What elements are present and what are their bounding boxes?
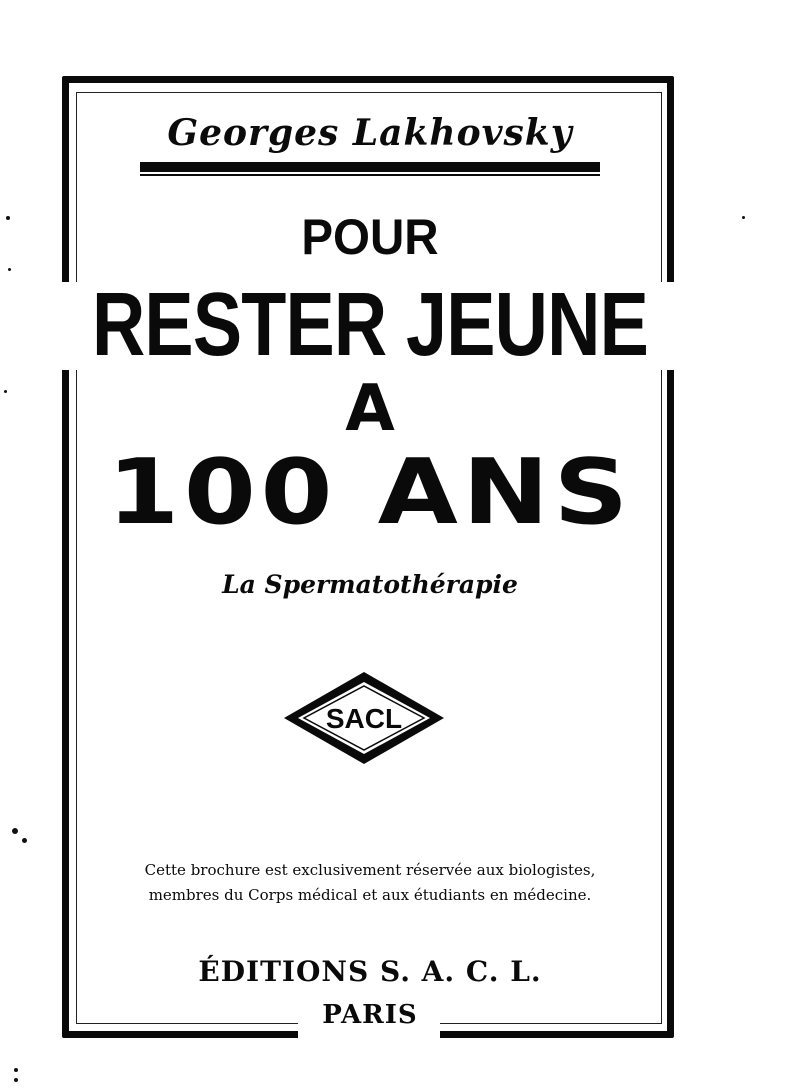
title-line-pour: POUR	[301, 209, 439, 265]
title-line-rester-jeune: RESTER JEUNE	[91, 275, 649, 375]
publisher-logo	[280, 668, 448, 768]
publisher-city: PARIS	[322, 1000, 418, 1030]
notice	[0, 858, 740, 908]
publisher-name: ÉDITIONS S. A. C. L.	[198, 955, 542, 988]
scan-speck	[14, 1068, 18, 1072]
notice-line-2: membres du Corps médical et aux étudiants en médecine.	[148, 886, 592, 904]
author-rule	[140, 162, 600, 172]
scan-speck	[742, 216, 745, 219]
scan-speck	[22, 838, 27, 843]
title-line-a: A	[345, 372, 395, 446]
scan-speck	[6, 216, 10, 220]
notice-line-1: Cette brochure est exclusivement réservée aux biologistes,	[144, 861, 596, 879]
author-name: Georges Lakhovsky	[167, 112, 573, 154]
title-line-100-ans: 100 ANS	[107, 440, 633, 545]
scan-speck	[14, 1078, 18, 1082]
subtitle: La Spermatothérapie	[222, 570, 518, 599]
author-rule-thin	[140, 174, 600, 176]
logo-text: SACL	[325, 703, 403, 734]
scan-speck	[8, 268, 11, 271]
scan-speck	[12, 828, 18, 834]
